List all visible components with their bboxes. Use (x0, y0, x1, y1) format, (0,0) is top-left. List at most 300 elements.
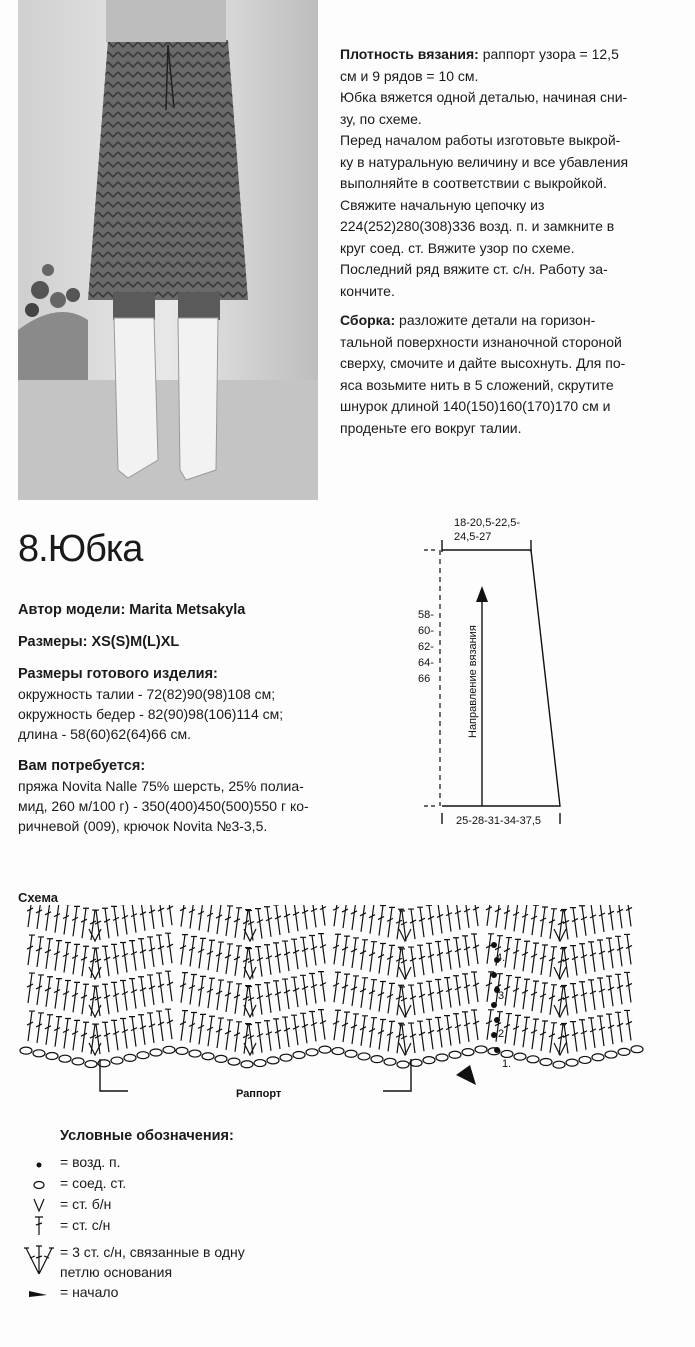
chain-oval (501, 1050, 513, 1057)
dc-stitch (81, 908, 89, 938)
dc-stitch (531, 905, 539, 935)
dc-stitch (72, 906, 80, 936)
chain-oval (566, 1059, 578, 1066)
dc-stitch (486, 934, 494, 964)
chain-oval (553, 1061, 565, 1068)
dc-stitch (426, 981, 434, 1011)
dc-stitch (351, 905, 359, 930)
dc-stitch (81, 946, 89, 976)
dc-stitch (333, 934, 341, 964)
dc-stitch (462, 905, 470, 928)
chain-dot (494, 1017, 500, 1023)
dc-stitch (138, 1015, 146, 1045)
dc-stitch (570, 1022, 578, 1052)
dc-stitch (147, 905, 155, 929)
length-label: 62- (418, 641, 434, 653)
dc-stitch (36, 905, 44, 929)
dc-stitch (504, 938, 512, 968)
dc-stitch (234, 984, 242, 1014)
chain-oval (293, 1051, 305, 1058)
dc-stitch (369, 905, 377, 934)
dc-stitch (63, 942, 71, 972)
dc-stitch (225, 1020, 233, 1050)
dc-stitch (360, 978, 368, 1008)
dc-stitch (513, 1015, 521, 1045)
dc-stitch (180, 905, 188, 927)
dc-stitch (453, 976, 461, 1006)
dc-stitch (342, 905, 350, 928)
chain-oval (358, 1053, 370, 1060)
dc-stitch (156, 1011, 164, 1041)
dc-stitch (462, 974, 470, 1004)
dc-stitch (597, 978, 605, 1008)
chain-oval (384, 1058, 396, 1065)
dc-stitch (531, 943, 539, 973)
dc-stitch (282, 1017, 290, 1047)
dc-stitch (588, 905, 596, 934)
page-title: 8.Юбка (18, 528, 143, 570)
dc-stitch (318, 934, 326, 964)
dc-stitch (102, 908, 110, 938)
dc-stitch (180, 973, 188, 1003)
dc-stitch (549, 947, 557, 977)
dc-stitch (444, 978, 452, 1008)
dc-stitch (129, 905, 137, 933)
dc-stitch (549, 1023, 557, 1053)
dc-stitch (513, 939, 521, 969)
dc-stitch (387, 907, 395, 937)
dc-stitch (426, 943, 434, 973)
instruction-line: Юбка вяжется одной деталью, начиная сни- (340, 89, 628, 105)
dc-stitch (54, 905, 62, 933)
assembly-line: сверху, смочите и дайте высохнуть. Для по- (340, 355, 626, 371)
chain-oval (605, 1051, 617, 1058)
dc-stitch (189, 937, 197, 967)
dc-stitch (453, 1014, 461, 1044)
dc-stitch (435, 905, 443, 933)
chain-oval (592, 1054, 604, 1061)
chain-oval (345, 1050, 357, 1057)
dc-stitch (165, 1009, 173, 1039)
chain-oval (371, 1056, 383, 1063)
dc-stitch (36, 975, 44, 1005)
dc-stitch (165, 905, 173, 925)
dc-stitch (120, 905, 128, 934)
dc-stitch (444, 940, 452, 970)
legend-item (18, 1215, 338, 1236)
row-number: 3. (498, 990, 508, 1002)
dc-stitch (408, 1023, 416, 1053)
dc-stitch (63, 905, 71, 934)
dc-stitch (72, 982, 80, 1012)
legend-text: = ст. с/н (60, 1217, 111, 1233)
dc-stitch (36, 1013, 44, 1043)
chain-oval (423, 1057, 435, 1064)
dc-stitch (255, 909, 263, 939)
finished-line: длина - 58(60)62(64)66 см. (18, 726, 192, 742)
dc-stitch (387, 945, 395, 975)
top-width-label: 18-20,5-22,5- (454, 517, 521, 529)
row-number: 4. (496, 952, 506, 964)
dc-stitch (615, 1012, 623, 1042)
dc-stitch (597, 940, 605, 970)
dc-stitch (426, 1019, 434, 1049)
dc-stitch (435, 941, 443, 971)
dc-stitch (111, 906, 119, 936)
dc-stitch (351, 938, 359, 968)
dc-stitch (264, 945, 272, 975)
dc-stitch (588, 1018, 596, 1048)
sizes-label: Размеры: XS(S)M(L)XL (18, 634, 180, 650)
chain-oval (436, 1054, 448, 1061)
dc-stitch (54, 941, 62, 971)
dc-stitch (408, 947, 416, 977)
dc-stitch (318, 1010, 326, 1040)
author-label: Автор модели: Marita Metsakyla (18, 602, 246, 618)
dc-stitch (549, 985, 557, 1015)
dc-stitch (198, 938, 206, 968)
dc-stitch (378, 906, 386, 936)
dc-stitch (333, 972, 341, 1002)
chain-dot-icon (18, 1152, 60, 1173)
dc-stitch (570, 946, 578, 976)
dc-stitch (378, 1020, 386, 1050)
chain-oval (163, 1046, 175, 1053)
chain-oval (579, 1056, 591, 1063)
dc-stitch (234, 946, 242, 976)
dc-stitch (156, 973, 164, 1003)
dc-stitch (369, 1018, 377, 1048)
chain-oval (33, 1050, 45, 1057)
chain-oval (280, 1054, 292, 1061)
dc-stitch (264, 983, 272, 1013)
dc-stitch (282, 905, 290, 933)
dc-stitch (579, 906, 587, 936)
dc-stitch (111, 944, 119, 974)
dc-stitch (300, 975, 308, 1005)
chain-oval (462, 1049, 474, 1056)
assembly-line: тальной поверхности изнаночной стороной (340, 333, 622, 350)
dc-stitch (111, 982, 119, 1012)
dc-stitch (225, 944, 233, 974)
dc-stitch (387, 983, 395, 1013)
dc-stitch (579, 982, 587, 1012)
dc-stitch (408, 909, 416, 939)
dc-stitch (234, 908, 242, 938)
dc-stitch (45, 939, 53, 969)
chain-oval (254, 1060, 266, 1067)
finished-label: Размеры готового изделия: (18, 666, 218, 682)
chain-oval (46, 1053, 58, 1060)
dc-stitch (54, 1017, 62, 1047)
dc-stitch (615, 905, 623, 928)
gauge-label: Плотность вязания: (340, 46, 479, 62)
repeat-label: Раппорт (236, 1088, 282, 1100)
instruction-line: Перед началом работы изготовьте выкрой- (340, 132, 621, 148)
direction-arrow-icon (476, 586, 488, 602)
finished-line: окружность талии - 72(82)90(98)108 см; (18, 686, 276, 702)
dc-stitch (45, 905, 53, 931)
dc-stitch (180, 935, 188, 965)
chain-dot (494, 1047, 500, 1053)
dc-stitch (63, 1018, 71, 1048)
chain-oval (618, 1048, 630, 1055)
chain-oval (267, 1057, 279, 1064)
dc-stitch (291, 1015, 299, 1045)
dc-stitch (513, 977, 521, 1007)
dc-stitch (72, 1020, 80, 1050)
legend-text: = 3 ст. с/н, связанные в одну (60, 1244, 245, 1260)
dc-stitch (309, 973, 317, 1003)
dc-stitch (27, 1011, 35, 1041)
chain-dot (491, 1032, 497, 1038)
legend-item (18, 1242, 338, 1282)
dc-stitch (351, 976, 359, 1006)
direction-label: Направление вязания (467, 625, 479, 738)
dc-stitch (453, 938, 461, 968)
length-label: 64- (418, 657, 434, 669)
assembly-line: проденьте его вокруг талии. (340, 419, 522, 436)
dc-stitch (129, 979, 137, 1009)
chain-oval (514, 1053, 526, 1060)
double-crochet-icon (18, 1215, 60, 1236)
dc-stitch (531, 1019, 539, 1049)
dc-stitch (606, 905, 614, 930)
dc-stitch (378, 944, 386, 974)
dc-stitch (597, 1016, 605, 1046)
chain-oval (540, 1059, 552, 1066)
sc-v-stitch (244, 1043, 256, 1055)
row-number: 2. (498, 1028, 508, 1040)
single-crochet-v-icon (18, 1194, 60, 1215)
dc-stitch (342, 1012, 350, 1042)
dc-stitch (387, 1021, 395, 1051)
chain-oval (449, 1051, 461, 1058)
chain-dot (491, 942, 497, 948)
dc-stitch (426, 905, 434, 935)
dc-stitch (522, 941, 530, 971)
dc-stitch (435, 979, 443, 1009)
row-number: 1. (502, 1058, 512, 1070)
top-width-label: 24,5-27 (454, 531, 492, 543)
dc-stitch (444, 905, 452, 932)
dc-stitch (588, 980, 596, 1010)
chain-oval (306, 1049, 318, 1056)
dc-stitch (102, 946, 110, 976)
dc-stitch (522, 979, 530, 1009)
dc-stitch (264, 907, 272, 937)
dc-stitch (81, 984, 89, 1014)
dc-stitch (291, 905, 299, 931)
legend-text: = начало (60, 1284, 119, 1300)
assembly-line: шнурок длиной 140(150)160(170)170 см и (340, 398, 611, 414)
dc-stitch (540, 945, 548, 975)
length-label: 58- (418, 609, 434, 621)
sc-v-stitch (244, 929, 256, 941)
dc-stitch (540, 983, 548, 1013)
chain-oval (137, 1052, 149, 1059)
sc-v-stitch (244, 967, 256, 979)
chain-oval (202, 1053, 214, 1060)
dc-stitch (342, 936, 350, 966)
dc-stitch (522, 905, 530, 933)
dc-stitch (138, 905, 146, 931)
materials-label: Вам потребуется: (18, 758, 146, 774)
chain-oval (72, 1058, 84, 1065)
chain-oval (631, 1046, 643, 1053)
dc-stitch (156, 935, 164, 965)
dc-stitch (606, 976, 614, 1006)
instructions-block (340, 44, 650, 439)
dc-stitch (207, 1016, 215, 1046)
gauge-line: раппорт узора = 12,5 (482, 46, 619, 62)
dc-stitch (147, 975, 155, 1005)
dc-stitch (318, 905, 326, 926)
dc-stitch (471, 905, 479, 926)
chain-oval (319, 1046, 331, 1053)
dc-stitch (273, 1019, 281, 1049)
instruction-line: кончите. (340, 282, 395, 299)
chain-oval (397, 1061, 409, 1068)
dc-stitch (165, 971, 173, 1001)
legend-item (18, 1173, 338, 1194)
chain-oval (215, 1055, 227, 1062)
dc-stitch (597, 905, 605, 932)
dc-stitch (189, 905, 197, 929)
dc-stitch (417, 983, 425, 1013)
dc-stitch (225, 982, 233, 1012)
instruction-line: круг соед. ст. Вяжите узор по схеме. (340, 239, 575, 256)
dc-stitch (471, 1010, 479, 1040)
dc-stitch (165, 933, 173, 963)
instruction-line: ку в натуральную величину и все убавления (340, 153, 629, 170)
legend-item (18, 1194, 338, 1215)
chain-dot (491, 1002, 497, 1008)
dc-stitch (273, 981, 281, 1011)
instruction-line: Последний ряд вяжите ст. с/н. Работу за- (340, 261, 608, 277)
dc-stitch (129, 1017, 137, 1047)
dc-stitch (615, 974, 623, 1004)
assembly-label: Сборка: (340, 312, 396, 328)
dc-stitch (216, 905, 224, 934)
legend-text: = соед. ст. (60, 1175, 127, 1191)
chain-oval (124, 1054, 136, 1061)
materials-line: ричневой (009), крючок Novita №3-3,5. (18, 818, 268, 834)
chain-oval (150, 1049, 162, 1056)
dc-stitch (615, 936, 623, 966)
dc-stitch (360, 940, 368, 970)
dc-stitch (360, 1016, 368, 1046)
chain-oval (20, 1047, 32, 1054)
legend-item (18, 1152, 338, 1173)
dc-stitch (309, 1011, 317, 1041)
dc-stitch (234, 1022, 242, 1052)
instruction-line: 224(252)280(308)336 возд. п. и замкните в (340, 218, 615, 234)
bottom-width-label: 25-28-31-34-37,5 (456, 815, 542, 827)
dc-stitch (318, 972, 326, 1002)
dc-stitch (417, 1021, 425, 1051)
dc-stitch (189, 1013, 197, 1043)
length-label: 60- (418, 625, 434, 637)
dc-stitch (138, 977, 146, 1007)
dc-stitch (291, 977, 299, 1007)
instruction-line: зу, по схеме. (340, 110, 422, 127)
dc-stitch (471, 972, 479, 1002)
dc-stitch (216, 1018, 224, 1048)
dc-stitch (333, 905, 341, 926)
chain-oval (59, 1055, 71, 1062)
dc-stitch (291, 939, 299, 969)
dc-stitch (264, 1021, 272, 1051)
chain-oval (189, 1050, 201, 1057)
dc-stitch (471, 934, 479, 964)
legend-text: = ст. б/н (60, 1196, 112, 1212)
dc-stitch (495, 905, 503, 928)
dc-stitch (180, 1011, 188, 1041)
dc-stitch (147, 1013, 155, 1043)
dc-stitch (570, 984, 578, 1014)
dc-stitch (342, 974, 350, 1004)
chain-dot (491, 972, 497, 978)
dc-stitch (27, 905, 35, 927)
dc-stitch (369, 942, 377, 972)
spec-block (18, 600, 328, 836)
dc-stitch (207, 905, 215, 932)
dc-stitch (102, 1022, 110, 1052)
dc-stitch (300, 937, 308, 967)
dc-stitch (36, 937, 44, 967)
dc-stitch (435, 1017, 443, 1047)
dc-stitch (453, 905, 461, 930)
dc-stitch (417, 907, 425, 937)
dc-stitch (156, 905, 164, 927)
dc-stitch (216, 942, 224, 972)
start-arrow-icon (456, 1065, 476, 1085)
slip-stitch-oval-icon (18, 1173, 60, 1194)
dc-stitch (282, 941, 290, 971)
legend-item (18, 1282, 338, 1303)
dc-stitch (273, 943, 281, 973)
assembly-line: разложите детали на горизон- (399, 312, 596, 328)
dc-stitch (417, 945, 425, 975)
dc-stitch (198, 1014, 206, 1044)
dc-stitch (606, 1014, 614, 1044)
dc-stitch (444, 1016, 452, 1046)
materials-line: мид, 260 м/100 г) - 350(400)450(500)550 г ко- (18, 798, 309, 814)
dc-stitch (300, 1013, 308, 1043)
assembly-line: яса возьмите нить в 5 сложений, скрутите (340, 376, 614, 393)
start-arrow-icon (18, 1282, 60, 1303)
three-dc-fan-icon (18, 1242, 60, 1282)
dc-stitch (273, 905, 281, 935)
pattern-diagram (400, 510, 580, 830)
dc-stitch (504, 905, 512, 930)
dc-stitch (624, 905, 632, 926)
dc-stitch (531, 981, 539, 1011)
dc-stitch (333, 1010, 341, 1040)
crochet-chart (18, 905, 648, 1105)
scheme-label: Схема (18, 890, 59, 905)
dc-stitch (369, 980, 377, 1010)
dc-stitch (579, 944, 587, 974)
dc-stitch (207, 978, 215, 1008)
finished-line: окружность бедер - 82(90)98(106)114 см; (18, 706, 284, 722)
dc-stitch (120, 942, 128, 972)
dc-stitch (198, 976, 206, 1006)
chain-oval (176, 1047, 188, 1054)
dc-stitch (540, 1021, 548, 1051)
dc-stitch (255, 1023, 263, 1053)
